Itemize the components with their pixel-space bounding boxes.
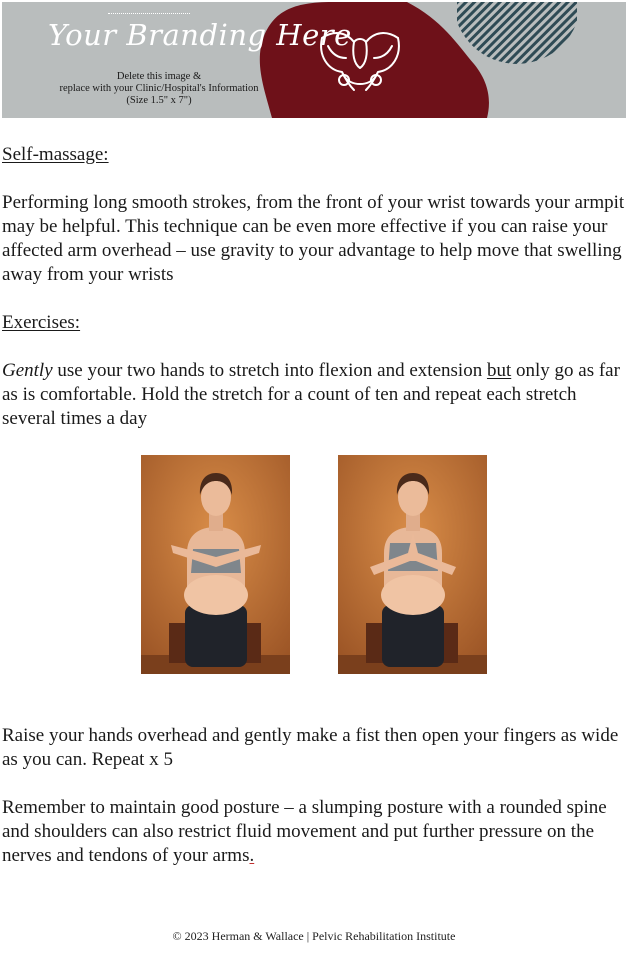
exercises-heading — [2, 311, 626, 335]
heading-text: Exercises: — [2, 312, 81, 333]
striped-circle — [457, 2, 577, 67]
posture-paragraph — [2, 796, 626, 868]
branding-text: Your Branding Here — [48, 18, 352, 52]
fist-exercise-paragraph: Raise your hands overhead and gently make a fist then open your fingers as wide as you can. Repeat x 5 — [2, 725, 619, 770]
branding-banner — [2, 2, 626, 118]
wrist-extension-photo — [338, 455, 487, 674]
page-footer: © 2023 Herman & Wallace | Pelvic Rehabilitation Institute — [172, 929, 456, 943]
posture-text: Remember to maintain good posture – a slumping posture with a rounded spine and shoulders can also restrict fluid movement and put further pressure on the nerves and tendons of your arms — [2, 797, 607, 866]
emphasis-but: but — [486, 360, 512, 381]
instruction-line: Delete this image & — [116, 71, 202, 82]
instruction-line: (Size 1.5" x 7") — [126, 95, 192, 106]
stretch-text: only go as far as is comfortable. Hold the stretch for a count of ten and repeat each stretch several times a day — [2, 360, 620, 429]
instruction-line: replace with your Clinic/Hospital's Information — [59, 83, 259, 94]
wrist-flexion-photo — [141, 455, 290, 674]
posture-period: . — [249, 845, 255, 866]
stretch-paragraph — [2, 359, 626, 431]
branding-instructions — [48, 71, 270, 107]
heading-text: Self-massage: — [2, 144, 109, 165]
self-massage-heading — [2, 143, 626, 167]
self-massage-paragraph: Performing long smooth strokes, from the front of your wrist towards your armpit may be helpful. This technique can be even more effective if you can raise your affected arm overhead – use gravity to your advantage to help move that swelling away from your wrists — [2, 192, 625, 285]
branding-divider — [108, 13, 190, 14]
pelvis-icon — [314, 24, 406, 96]
stretch-text: use your two hands to stretch into flexion and extension — [52, 360, 487, 381]
emphasis-gently: Gently — [2, 360, 53, 381]
